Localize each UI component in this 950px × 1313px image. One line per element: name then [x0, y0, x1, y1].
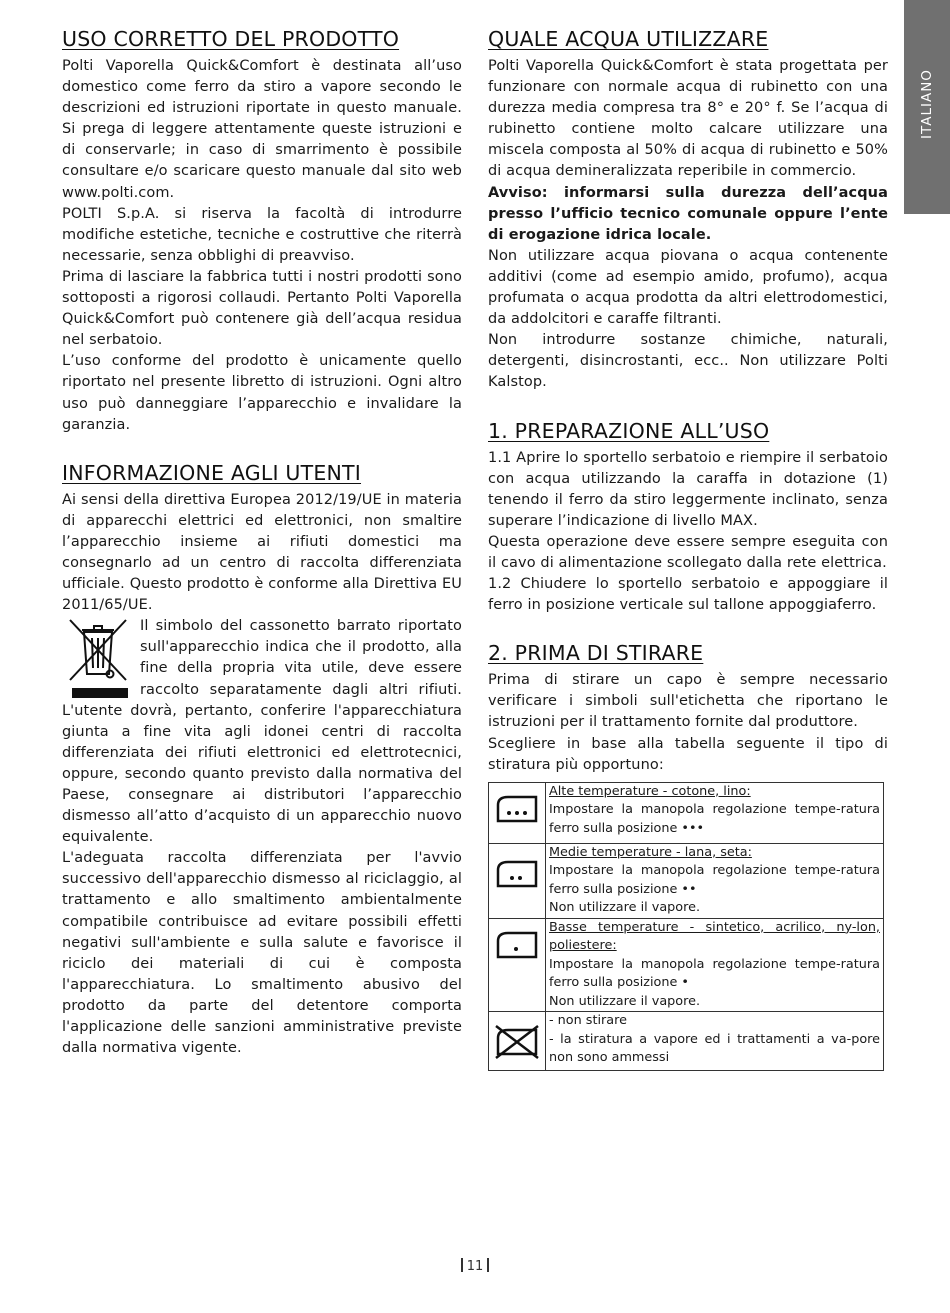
left-column: [62, 24, 462, 1059]
table-row-text: Non utilizzare il vapore.: [549, 993, 701, 1009]
paragraph: Prima di lasciare la fabbrica tutti i nostri prodotti sono sottoposti a rigorosi collaudi. Pertanto Polti Vaporella Quick&Comfort può contenere già dell’acqua residua nel serbatoio.: [62, 268, 462, 349]
table-row-title: - non stirare: [549, 1013, 627, 1029]
paragraph: L’uso conforme del prodotto è unicamente quello riportato nel presente libretto di istruzioni. Ogni altro uso può danneggiare l’apparecchio e invalidare la garanzia.: [62, 353, 462, 433]
paragraph: 1.1 Aprire lo sportello serbatoio e riempire il serbatoio con acqua utilizzando la caraffa in dotazione (1) tenendo il ferro da stiro leggermente inclinato, senza superare l’indicazione di livello MAX.: [488, 449, 888, 529]
table-row-text: Impostare la manopola regolazione tempe-ratura ferro sulla posizione •: [549, 956, 880, 991]
ironing-table: [488, 782, 884, 1072]
paragraph: POLTI S.p.A. si riserva la facoltà di introdurre modifiche estetiche, tecniche e costruttive che riterrà necessarie, senza obblighi di preavviso.: [62, 205, 462, 264]
table-row-title: Basse temperature - sintetico, acrilico, ny-lon, poliestere:: [549, 919, 880, 954]
paragraph: 1.2 Chiudere lo sportello serbatoio e appoggiare il ferro in posizione verticale sul tallone appoggiaferro.: [488, 576, 888, 614]
page-number: 11: [0, 1258, 950, 1274]
table-row: [489, 1012, 884, 1071]
table-row-title: Medie temperature - lana, seta:: [549, 844, 752, 860]
crossed-bin-icon: [66, 618, 134, 700]
iron-three-dots-icon: [489, 782, 546, 843]
table-row-text: - la stiratura a vapore ed i trattamenti a va-pore non sono ammessi: [549, 1031, 880, 1066]
table-row-text: Non utilizzare il vapore.: [549, 900, 701, 916]
right-column: [488, 24, 888, 1071]
paragraph: L'adeguata raccolta differenziata per l'avvio successivo dell'apparecchio dismesso al riciclaggio, al trattamento e allo smaltimento ambientalmente compatibile contribuisce ad evitare possibili effetti negativi sull'ambiente e sulla salute e favorisce il riciclo dei materiali di cui è composta l'apparecchiatura. Lo smaltimento abusivo del prodotto da parte del detentore comporta l'applicazione delle sanzioni amministrative previste dalla normativa vigente.: [62, 850, 462, 1057]
section-title-preparazione: 1. PREPARAZIONE ALL’USO: [488, 418, 770, 443]
paragraph: Polti Vaporella Quick&Comfort è destinata all’uso domestico come ferro da stiro a vapore secondo le descrizioni ed istruzioni riportate in questo manuale. Si prega di leggere attentamente queste istruzioni e di conservarle; in caso di smarrimento è possibile consultare e/o scaricare questo manuale dal sito web www.polti.com.: [62, 58, 462, 201]
paragraph: Scegliere in base alla tabella seguente il tipo di stiratura più opportuno:: [488, 735, 888, 773]
table-row-title: Alte temperature - cotone, lino:: [549, 783, 751, 799]
table-row: [489, 843, 884, 918]
warning-paragraph: Avviso: informarsi sulla durezza dell’acqua presso l’ufficio tecnico comunale oppure l’ente di erogazione idrica locale.: [488, 184, 888, 243]
language-tab: [904, 0, 950, 214]
paragraph: Polti Vaporella Quick&Comfort è stata progettata per funzionare con normale acqua di rubinetto con una durezza media compresa tra 8° e 20° f. Se l’acqua di rubinetto contiene molto calcare utilizzare una miscela composta al 50% di acqua di rubinetto e 50% di acqua demineralizzata reperibile in commercio.: [488, 58, 888, 180]
paragraph: Questa operazione deve essere sempre eseguita con il cavo di alimentazione scollegato dalla rete elettrica.: [488, 533, 888, 571]
section-title-quale-acqua: QUALE ACQUA UTILIZZARE: [488, 27, 769, 51]
table-row: [489, 918, 884, 1012]
iron-crossed-icon: [489, 1012, 546, 1071]
section-title-uso-corretto: USO CORRETTO DEL PRODOTTO: [62, 27, 400, 51]
table-row-text: Impostare la manopola regolazione tempe-ratura ferro sulla posizione •••: [549, 802, 880, 836]
paragraph: Prima di stirare un capo è sempre necessario verificare i simboli sull'etichetta che riportano le istruzioni per il trattamento fornite dal produttore.: [488, 672, 888, 731]
paragraph: Non introdurre sostanze chimiche, naturali, detergenti, disincrostanti, ecc.. Non utilizzare Polti Kalstop.: [488, 332, 888, 391]
table-row: [489, 782, 884, 843]
paragraph: Non utilizzare acqua piovana o acqua contenente additivi (come ad esempio amido, profumo), acqua profumata o acqua prodotta da altri elettrodomestici, da addolcitori e caraffe filtranti.: [488, 247, 888, 328]
table-row-text: Impostare la manopola regolazione tempe-ratura ferro sulla posizione ••: [549, 863, 880, 897]
paragraph: Ai sensi della direttiva Europea 2012/19/UE in materia di apparecchi elettrici ed elettronici, non smaltire l’apparecchio insieme ai rifiuti domestici ma consegnarlo ad un centro di raccolta differenziata ufficiale. Questo prodotto è conforme alla Direttiva EU 2011/65/UE.: [62, 491, 462, 614]
section-title-informazione-utenti: INFORMAZIONE AGLI UTENTI: [62, 460, 362, 485]
section-title-prima-di-stirare: 2. PRIMA DI STIRARE: [488, 641, 704, 666]
iron-one-dot-icon: [489, 918, 546, 1012]
paragraph: Il simbolo del cassonetto barrato riportato sull'apparecchio indica che il prodotto, alla fine della propria vita utile, deve essere raccolto separatamente dagli altri rifiuti. L'utente dovrà, pertanto, conferire l'apparecchiatura giunta a fine vita agli idonei centri di raccolta differenziata dei rifiuti elettronici ed elettrotecnici, oppure, secondo quanto previsto dalla normativa del Paese, consegnare ai distributori l’apparecchio dismesso all’atto d’acquisto di un apparecchio nuovo equivalente.: [62, 618, 462, 846]
language-tab-label: ITALIANO: [919, 69, 935, 139]
iron-two-dots-icon: [489, 843, 546, 918]
